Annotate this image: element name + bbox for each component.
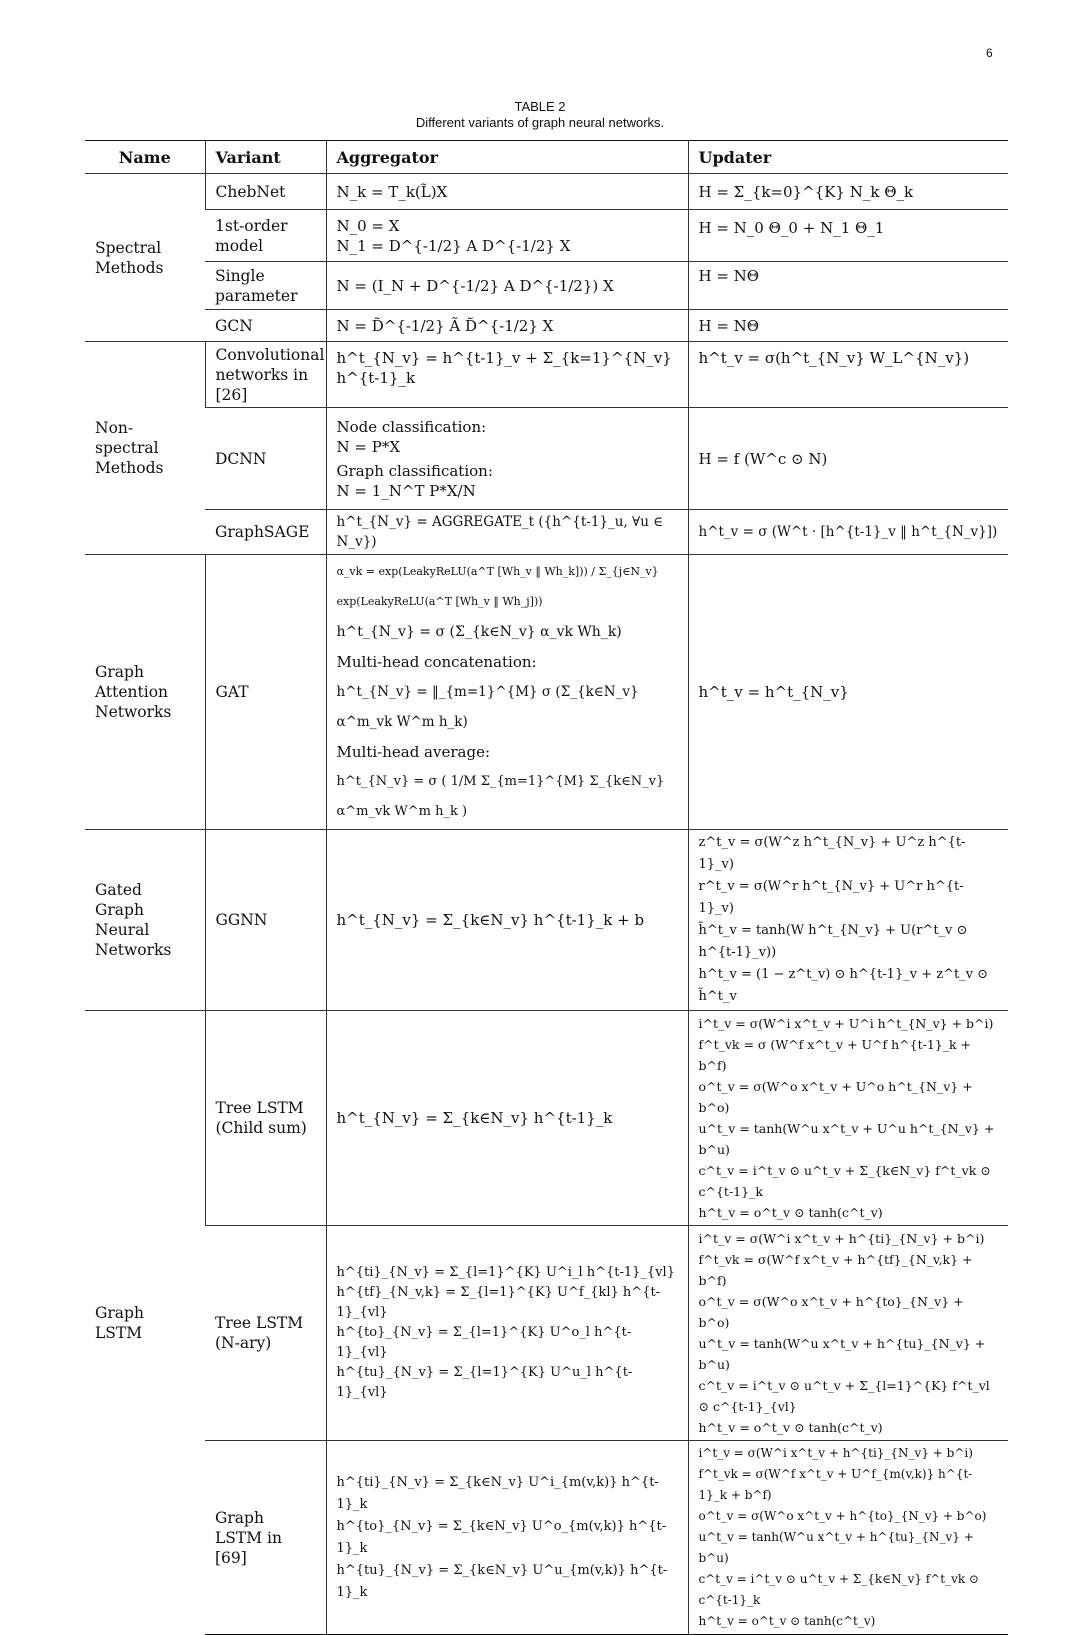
aggregator-cell: N_k = T_k(L̃)X	[326, 174, 688, 210]
aggregator-cell: α_vk = exp(LeakyReLU(a^T [Wh_v ‖ Wh_k])) / Σ_{j∈N_v} exp(LeakyReLU(a^T [Wh_v ‖ Wh_j])) h^t_{N_v} = σ (Σ_{k∈N_v} α_vk Wh_k) Multi-head concatenation: h^t_{N_v} = ‖_{m=1}^{M} σ (Σ_{k∈N_v} α^m_vk W^m h_k) Multi-head average: h^t_{N_v} = σ ( 1/M Σ_{m=1}^{M} Σ_{k∈N_v} α^m_vk W^m h_k )	[326, 555, 688, 830]
updater-cell: H = N_0 Θ_0 + N_1 Θ_1	[688, 210, 1008, 262]
variant-cell: GCN	[205, 310, 326, 342]
header-aggregator: Aggregator	[326, 141, 688, 174]
table-header-row	[85, 141, 1008, 174]
table-row	[85, 262, 1008, 310]
group-lstm: Graph LSTM	[85, 1011, 205, 1635]
variant-cell: Graph LSTM in [69]	[205, 1441, 326, 1635]
group-ggnn: Gated Graph Neural Networks	[85, 830, 205, 1011]
updater-cell: i^t_v = σ(W^i x^t_v + U^i h^t_{N_v} + b^i) f^t_vk = σ (W^f x^t_v + U^f h^{t-1}_k + b^f) o^t_v = σ(W^o x^t_v + U^o h^t_{N_v} + b^o) u^t_v = tanh(W^u x^t_v + U^u h^t_{N_v} + b^u) c^t_v = i^t_v ⊙ u^t_v + Σ_{k∈N_v} f^t_vk ⊙ c^{t-1}_k h^t_v = o^t_v ⊙ tanh(c^t_v)	[688, 1011, 1008, 1226]
table-row	[85, 408, 1008, 510]
variant-cell: ChebNet	[205, 174, 326, 210]
aggregator-cell: h^{ti}_{N_v} = Σ_{k∈N_v} U^i_{m(v,k)} h^{t-1}_k h^{to}_{N_v} = Σ_{k∈N_v} U^o_{m(v,k)} h^{t-1}_k h^{tu}_{N_v} = Σ_{k∈N_v} U^u_{m(v,k)} h^{t-1}_k	[326, 1441, 688, 1635]
aggregator-cell: Node classification: N = P*X Graph classification: N = 1_N^T P*X/N	[326, 408, 688, 510]
table-row	[85, 555, 1008, 830]
table-label: TABLE 2	[514, 99, 566, 114]
updater-cell: z^t_v = σ(W^z h^t_{N_v} + U^z h^{t-1}_v) r^t_v = σ(W^r h^t_{N_v} + U^r h^{t-1}_v) h̃^t_v = tanh(W h^t_{N_v} + U(r^t_v ⊙ h^{t-1}_v)) h^t_v = (1 − z^t_v) ⊙ h^{t-1}_v + z^t_v ⊙ h̃^t_v	[688, 830, 1008, 1011]
variant-cell: Single parameter	[205, 262, 326, 310]
updater-cell: H = NΘ	[688, 310, 1008, 342]
updater-cell: h^t_v = σ(h^t_{N_v} W_L^{N_v})	[688, 342, 1008, 408]
variant-cell: GAT	[205, 555, 326, 830]
table-row	[85, 342, 1008, 408]
aggregator-cell: h^t_{N_v} = AGGREGATE_t ({h^{t-1}_u, ∀u ∈ N_v})	[326, 510, 688, 555]
variant-cell: Tree LSTM (Child sum)	[205, 1011, 326, 1226]
updater-cell: H = NΘ	[688, 262, 1008, 310]
header-name: Name	[118, 147, 171, 167]
table-row	[85, 174, 1008, 210]
aggregator-cell: h^t_{N_v} = h^{t-1}_v + Σ_{k=1}^{N_v} h^{t-1}_k	[326, 342, 688, 408]
updater-cell: i^t_v = σ(W^i x^t_v + h^{ti}_{N_v} + b^i) f^t_vk = σ(W^f x^t_v + h^{tf}_{N_v,k} + b^f) o^t_v = σ(W^o x^t_v + h^{to}_{N_v} + b^o) u^t_v = tanh(W^u x^t_v + h^{tu}_{N_v} + b^u) c^t_v = i^t_v ⊙ u^t_v + Σ_{l=1}^{K} f^t_vl ⊙ c^{t-1}_{vl} h^t_v = o^t_v ⊙ tanh(c^t_v)	[688, 1226, 1008, 1441]
updater-cell: H = f (W^c ⊙ N)	[688, 408, 1008, 510]
variant-cell: Tree LSTM (N-ary)	[205, 1226, 326, 1441]
page-number: 6	[986, 46, 993, 60]
aggregator-cell: h^{ti}_{N_v} = Σ_{l=1}^{K} U^i_l h^{t-1}_{vl} h^{tf}_{N_v,k} = Σ_{l=1}^{K} U^f_{kl} h^{t-1}_{vl} h^{to}_{N_v} = Σ_{l=1}^{K} U^o_l h^{t-1}_{vl} h^{tu}_{N_v} = Σ_{l=1}^{K} U^u_l h^{t-1}_{vl}	[326, 1226, 688, 1441]
updater-cell: h^t_v = h^t_{N_v}	[688, 555, 1008, 830]
variant-cell: 1st-order model	[205, 210, 326, 262]
updater-cell: i^t_v = σ(W^i x^t_v + h^{ti}_{N_v} + b^i) f^t_vk = σ(W^f x^t_v + U^f_{m(v,k)} h^{t-1}_k + b^f) o^t_v = σ(W^o x^t_v + h^{to}_{N_v} + b^o) u^t_v = tanh(W^u x^t_v + h^{tu}_{N_v} + b^u) c^t_v = i^t_v ⊙ u^t_v + Σ_{k∈N_v} f^t_vk ⊙ c^{t-1}_k h^t_v = o^t_v ⊙ tanh(c^t_v)	[688, 1441, 1008, 1635]
table-title: Different variants of graph neural networks.	[415, 115, 665, 130]
group-nonspectral: Non-spectral Methods	[85, 342, 205, 555]
aggregator-cell: h^t_{N_v} = Σ_{k∈N_v} h^{t-1}_k	[326, 1011, 688, 1226]
variant-cell: GGNN	[205, 830, 326, 1011]
aggregator-cell: N = D̃^{-1/2} Ã D̃^{-1/2} X	[326, 310, 688, 342]
table-row	[85, 510, 1008, 555]
table-row	[85, 1441, 1008, 1635]
header-updater: Updater	[688, 141, 1008, 174]
aggregator-cell: h^t_{N_v} = Σ_{k∈N_v} h^{t-1}_k + b	[326, 830, 688, 1011]
table-row	[85, 210, 1008, 262]
table-row	[85, 1226, 1008, 1441]
group-spectral: Spectral Methods	[85, 174, 205, 342]
variant-cell: DCNN	[205, 408, 326, 510]
group-gat: Graph Attention Networks	[85, 555, 205, 830]
table-row	[85, 310, 1008, 342]
gnn-variants-table	[85, 140, 1008, 1635]
table-caption	[0, 99, 1080, 131]
variant-cell: GraphSAGE	[205, 510, 326, 555]
variant-cell: Convolutional networks in [26]	[205, 342, 326, 408]
updater-cell: H = Σ_{k=0}^{K} N_k Θ_k	[688, 174, 1008, 210]
table-row	[85, 1011, 1008, 1226]
table-row	[85, 830, 1008, 1011]
aggregator-cell: N = (I_N + D^{-1/2} A D^{-1/2}) X	[326, 262, 688, 310]
header-variant: Variant	[205, 141, 326, 174]
aggregator-cell: N_0 = X N_1 = D^{-1/2} A D^{-1/2} X	[326, 210, 688, 262]
updater-cell: h^t_v = σ (W^t · [h^{t-1}_v ‖ h^t_{N_v}])	[688, 510, 1008, 555]
